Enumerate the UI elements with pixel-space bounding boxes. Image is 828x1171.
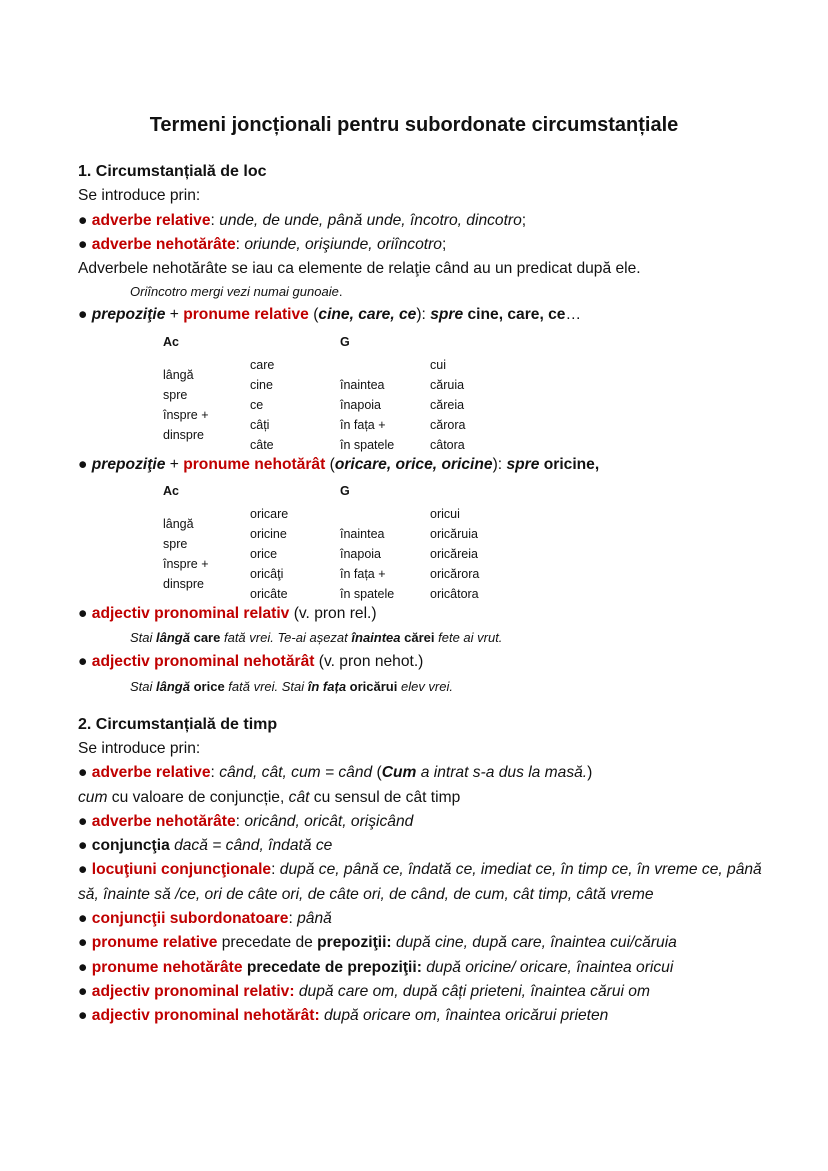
page-title: Termeni joncționali pentru subordonate circumstanțiale	[149, 114, 679, 136]
text-segment: 2. Circumstanțială de timp	[78, 715, 278, 733]
text-segment: ●	[78, 837, 92, 855]
text-segment: (v. pron nehot.)	[314, 653, 424, 671]
preposition-acuzativ: spre	[163, 387, 188, 402]
section-heading	[78, 160, 778, 184]
term-highlight: adverbe nehotărâte	[91, 235, 236, 253]
text-segment: precedate de	[217, 934, 318, 952]
text-line	[78, 650, 778, 674]
text-segment: în fața	[307, 678, 347, 694]
text-segment: lângă	[156, 678, 190, 694]
text-segment: ):	[416, 306, 431, 324]
text-segment: care	[189, 630, 221, 646]
text-line	[78, 786, 778, 810]
section-loc-intro	[78, 160, 778, 328]
pronoun-acuzativ: care	[250, 357, 275, 372]
text-line	[78, 956, 778, 980]
preposition-acuzativ: lângă	[163, 517, 194, 532]
text-segment: :	[210, 211, 220, 229]
text-segment: ●	[78, 812, 92, 830]
text-line	[78, 737, 778, 761]
term-highlight: conjuncţii subordonatoare	[91, 910, 289, 928]
text-segment: fată vrei. Stai	[224, 678, 308, 694]
text-segment: cine, care, ce	[463, 306, 566, 324]
text-line	[78, 858, 778, 907]
text-segment: Oriîncotro mergi vezi numai gunoaie	[130, 284, 339, 300]
preposition-genitiv: înapoia	[340, 397, 382, 412]
text-segment: ●	[78, 1007, 92, 1025]
pronoun-genitiv: oricăreia	[430, 547, 478, 562]
pronoun-acuzativ: oricâţi	[250, 567, 284, 582]
text-segment: ●	[78, 934, 92, 952]
document-body	[78, 160, 778, 1029]
text-segment: ●	[78, 455, 92, 473]
text-segment: când, cât, cum = când	[219, 764, 373, 782]
text-segment: oriunde, orişiunde, oriîncotro	[244, 235, 442, 253]
text-segment: .	[338, 284, 343, 300]
text-segment: …	[565, 306, 582, 324]
text-segment: cât	[288, 788, 310, 806]
text-segment: ●	[78, 958, 92, 976]
preposition-acuzativ: înspre +	[163, 407, 209, 422]
text-segment: ●	[78, 764, 92, 782]
text-line	[78, 810, 778, 834]
text-segment: spre	[430, 306, 464, 324]
pronoun-acuzativ: oricâte	[250, 587, 288, 602]
pronoun-genitiv: cui	[430, 357, 446, 372]
text-segment: cine, care, ce	[318, 306, 417, 324]
text-segment: ●	[78, 235, 92, 253]
text-segment: oricând, oricât, orişicând	[244, 812, 414, 830]
text-line	[78, 1004, 778, 1028]
preposition-acuzativ: spre	[163, 537, 188, 552]
text-line	[78, 453, 778, 477]
pronoun-genitiv: câtora	[430, 437, 465, 452]
pronoun-acuzativ: cine	[250, 377, 273, 392]
text-segment: ●	[78, 910, 92, 928]
text-line	[78, 233, 778, 257]
pronoun-genitiv: căruia	[430, 377, 465, 392]
text-segment: prepoziţie	[91, 455, 166, 473]
preposition-genitiv: înaintea	[340, 377, 385, 392]
text-segment: cărei	[400, 630, 435, 646]
pronoun-genitiv: oricâtora	[430, 587, 479, 602]
text-segment: :	[235, 812, 245, 830]
preposition-genitiv: înapoia	[340, 547, 382, 562]
text-line	[78, 184, 778, 208]
text-segment: spre	[506, 455, 540, 473]
text-segment: după oricare om, înaintea oricărui prieten	[319, 1007, 609, 1025]
term-highlight: adverbe relative	[91, 764, 211, 782]
term-highlight: adjectiv pronominal nehotărât	[91, 653, 315, 671]
text-segment: prepoziţii:	[317, 934, 392, 952]
text-line	[78, 602, 778, 626]
text-segment: unde, de unde, până unde, încotro, dincotro	[219, 211, 522, 229]
text-segment: :	[288, 910, 298, 928]
pronoun-genitiv: oricărora	[430, 567, 480, 582]
text-segment: Se introduce prin:	[78, 187, 201, 205]
text-segment: (	[308, 306, 319, 324]
text-line	[78, 303, 778, 327]
text-segment: +	[165, 455, 184, 473]
section-timp	[78, 713, 778, 1029]
preposition-acuzativ: lângă	[163, 367, 194, 382]
term-highlight: locuţiuni conjuncţionale	[91, 861, 272, 879]
text-segment: cu sensul de cât timp	[309, 788, 461, 806]
text-segment: :	[271, 861, 280, 879]
text-segment: (v. pron rel.)	[289, 605, 377, 623]
text-segment: precedate de prepoziţii:	[242, 958, 422, 976]
text-segment: cu valoare de conjuncție,	[107, 788, 289, 806]
term-highlight: adverbe nehotărâte	[91, 812, 236, 830]
text-segment: Stai	[130, 678, 157, 694]
table-pronume-nehotarat	[163, 477, 778, 602]
pronoun-genitiv: căreia	[430, 397, 465, 412]
text-segment: ●	[78, 306, 92, 324]
section-loc-nehotarat	[78, 453, 778, 477]
pronoun-genitiv: cărora	[430, 417, 466, 432]
text-segment: +	[165, 306, 184, 324]
text-segment: ;	[441, 235, 447, 253]
text-segment: (	[325, 455, 335, 473]
text-line	[78, 761, 778, 785]
term-highlight: adjectiv pronominal relativ	[91, 605, 290, 623]
pronoun-acuzativ: câte	[250, 437, 274, 452]
text-segment: fete ai vrut.	[434, 630, 503, 646]
term-highlight: adjectiv pronominal relativ:	[91, 982, 295, 1000]
term-highlight: pronume nehotărât	[183, 455, 326, 473]
text-segment: ;	[521, 211, 527, 229]
text-segment: fată vrei. Te-ai așezat	[220, 630, 352, 646]
term-highlight: adjectiv pronominal nehotărât:	[91, 1007, 320, 1025]
text-segment: după oricine/ oricare, înaintea oricui	[421, 958, 674, 976]
term-highlight: pronume relative	[91, 934, 218, 952]
pronoun-acuzativ: oricine	[250, 527, 287, 542]
section-heading	[78, 713, 778, 737]
text-segment: (	[372, 764, 382, 782]
text-segment: Se introduce prin:	[78, 739, 201, 757]
text-segment: după care om, după câți prieteni, înaintea cărui om	[294, 982, 650, 1000]
text-segment: ●	[78, 861, 92, 879]
text-segment: conjuncţia	[91, 837, 170, 855]
pronoun-acuzativ: oricare	[250, 507, 289, 522]
preposition-genitiv: în fața +	[340, 567, 386, 582]
text-line	[78, 907, 778, 931]
text-segment: Cum	[381, 764, 417, 782]
text-segment: Stai	[130, 630, 157, 646]
example-sentence	[78, 281, 778, 303]
section-loc-adjective	[78, 602, 778, 699]
text-segment: cum	[78, 788, 108, 806]
text-segment: lângă	[156, 630, 190, 646]
table-header-acuzativ: Ac	[163, 484, 179, 499]
term-highlight: pronume nehotărâte	[91, 958, 243, 976]
pronoun-acuzativ: câți	[250, 417, 270, 432]
text-segment: :	[235, 235, 245, 253]
preposition-acuzativ: înspre +	[163, 557, 209, 572]
preposition-acuzativ: dinspre	[163, 577, 204, 592]
text-segment: dacă = când, îndată ce	[169, 837, 333, 855]
text-segment: oricare, orice, oricine	[334, 455, 493, 473]
text-segment: Adverbele nehotărâte se iau ca elemente de relaţie când au un predicat după ele.	[78, 260, 641, 278]
table-header-genitiv: G	[340, 334, 350, 349]
preposition-acuzativ: dinspre	[163, 427, 204, 442]
text-segment: orice	[189, 678, 225, 694]
table-header-acuzativ: Ac	[163, 334, 179, 349]
text-segment: după cine, după care, înaintea cui/căruia	[391, 934, 677, 952]
text-line	[78, 834, 778, 858]
term-highlight: adverbe relative	[91, 211, 211, 229]
example-sentence	[78, 626, 778, 650]
text-segment: ):	[492, 455, 507, 473]
term-highlight: pronume relative	[183, 306, 309, 324]
text-segment: 1. Circumstanțială de loc	[78, 163, 267, 180]
table-pronume-relative	[163, 328, 778, 453]
text-line	[78, 980, 778, 1004]
text-line	[78, 257, 778, 281]
text-segment: până	[297, 910, 332, 928]
text-segment: oricine,	[539, 455, 600, 473]
text-segment: ●	[78, 605, 92, 623]
preposition-genitiv: în fața +	[340, 417, 386, 432]
text-segment: ●	[78, 653, 92, 671]
text-segment: prepoziţie	[91, 306, 166, 324]
text-line	[78, 931, 778, 955]
text-segment: )	[587, 764, 593, 782]
text-segment: ●	[78, 211, 92, 229]
text-segment: după ce, până ce, îndată ce, imediat ce, în timp ce, în vreme ce, până să, înainte să /ce, ori de câte ori, de câte ori, de când, de cum, cât timp, câtă vreme	[78, 861, 762, 903]
pronoun-acuzativ: orice	[250, 547, 278, 562]
text-segment: ●	[78, 982, 92, 1000]
pronoun-acuzativ: ce	[250, 397, 264, 412]
table-header-genitiv: G	[340, 484, 350, 499]
example-sentence	[78, 675, 778, 699]
text-segment: :	[210, 764, 220, 782]
pronoun-genitiv: oricui	[430, 507, 460, 522]
preposition-genitiv: în spatele	[340, 587, 395, 602]
text-line	[78, 209, 778, 233]
text-segment: înaintea	[351, 630, 401, 646]
preposition-genitiv: înaintea	[340, 527, 385, 542]
text-segment: elev vrei.	[397, 678, 453, 694]
pronoun-genitiv: oricăruia	[430, 527, 478, 542]
text-segment: oricărui	[346, 678, 398, 694]
preposition-genitiv: în spatele	[340, 437, 395, 452]
text-segment: a intrat s-a dus la masă.	[416, 764, 588, 782]
